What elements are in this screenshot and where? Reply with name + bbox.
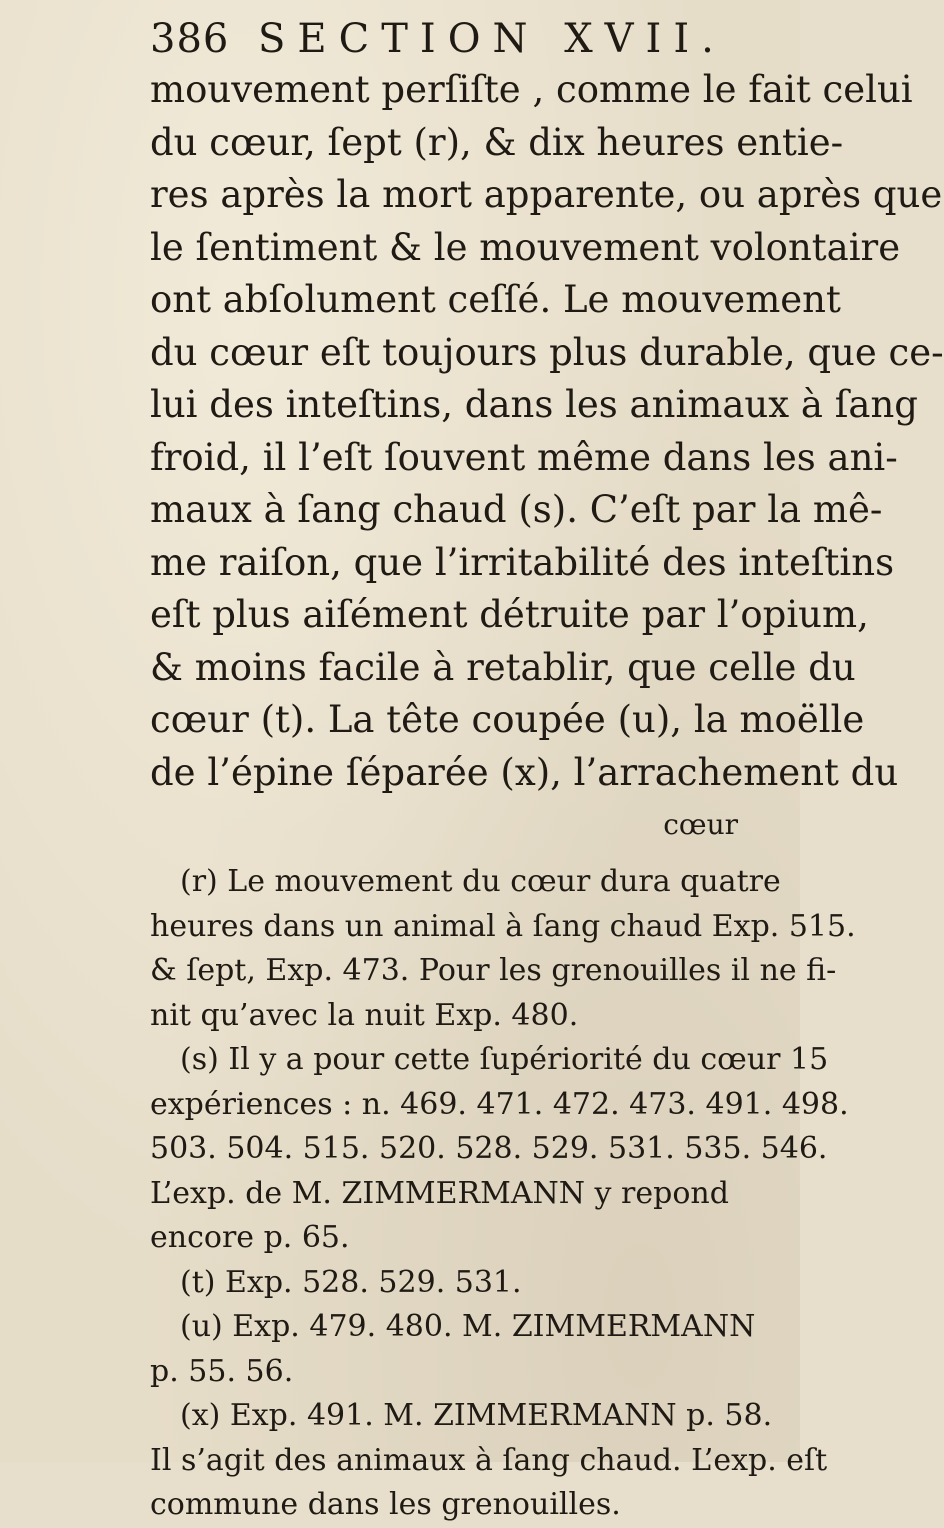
footnote-line: encore p. 65. bbox=[150, 1220, 350, 1255]
footnote-line: expériences : n. 469. 471. 472. 473. 491. 498. bbox=[150, 1086, 849, 1122]
footnote-line: (r) Le mouvement du cœur dura quatre bbox=[180, 864, 781, 899]
text-line: me raiſon, que l’irritabilité des inteſtins bbox=[150, 540, 895, 584]
text-line: du cœur eſt toujours plus durable, que ce- bbox=[150, 330, 944, 374]
text-line: le ſentiment & le mouvement volontaire bbox=[150, 225, 901, 269]
footnote-line: (u) Exp. 479. 480. M. ZIMMERMANN bbox=[180, 1309, 756, 1344]
footnote-line: (t) Exp. 528. 529. 531. bbox=[180, 1264, 522, 1300]
page-number: 386 bbox=[150, 16, 230, 62]
text-line: maux à ſang chaud (s). C’eſt par la mê- bbox=[150, 488, 883, 531]
footnote-line: & ſept, Exp. 473. Pour les grenouilles il ne fi- bbox=[150, 953, 837, 988]
footnote-line: Il s’agit des animaux à ſang chaud. L’exp. eſt bbox=[150, 1442, 828, 1478]
text-line: res après la mort apparente, ou après que bbox=[150, 173, 943, 216]
footnote-line: p. 55. 56. bbox=[150, 1353, 294, 1389]
page-header bbox=[150, 14, 790, 64]
text-line: mouvement perſiſte , comme le fait celui bbox=[150, 68, 913, 111]
text-line: ont abſolument ceſſé. Le mouvement bbox=[150, 278, 841, 321]
text-line: de l’épine ſéparée (x), l’arrachement du bbox=[150, 750, 899, 794]
footnote-line: (s) Il y a pour cette ſupériorité du cœur 15 bbox=[180, 1042, 829, 1077]
footnote-line: commune dans les grenouilles. bbox=[150, 1487, 621, 1522]
running-head: SECTION XVII. bbox=[258, 16, 726, 62]
text-line: froid, il l’eſt ſouvent même dans les ani- bbox=[150, 435, 898, 479]
footnote-line: heures dans un animal à ſang chaud Exp. 515. bbox=[150, 908, 856, 944]
text-line: & moins facile à retablir, que celle du bbox=[150, 645, 856, 689]
footnote-line: nit qu’avec la nuit Exp. 480. bbox=[150, 997, 579, 1033]
main-text bbox=[150, 64, 944, 852]
catchword: cœur bbox=[663, 808, 738, 841]
text-line: lui des inteſtins, dans les animaux à ſang bbox=[150, 383, 918, 426]
text-line: cœur (t). La tête coupée (u), la moëlle bbox=[150, 698, 865, 741]
footnote-line: L’exp. de M. ZIMMERMANN y repond bbox=[150, 1175, 729, 1211]
footnotes bbox=[150, 860, 856, 1528]
text-line: du cœur, ſept (r), & dix heures entie- bbox=[150, 120, 844, 164]
footnote-line: (x) Exp. 491. M. ZIMMERMANN p. 58. bbox=[180, 1398, 773, 1433]
text-line: eſt plus aiſément détruite par l’opium, bbox=[150, 593, 869, 636]
footnote-line: 503. 504. 515. 520. 528. 529. 531. 535. 546. bbox=[150, 1131, 828, 1166]
